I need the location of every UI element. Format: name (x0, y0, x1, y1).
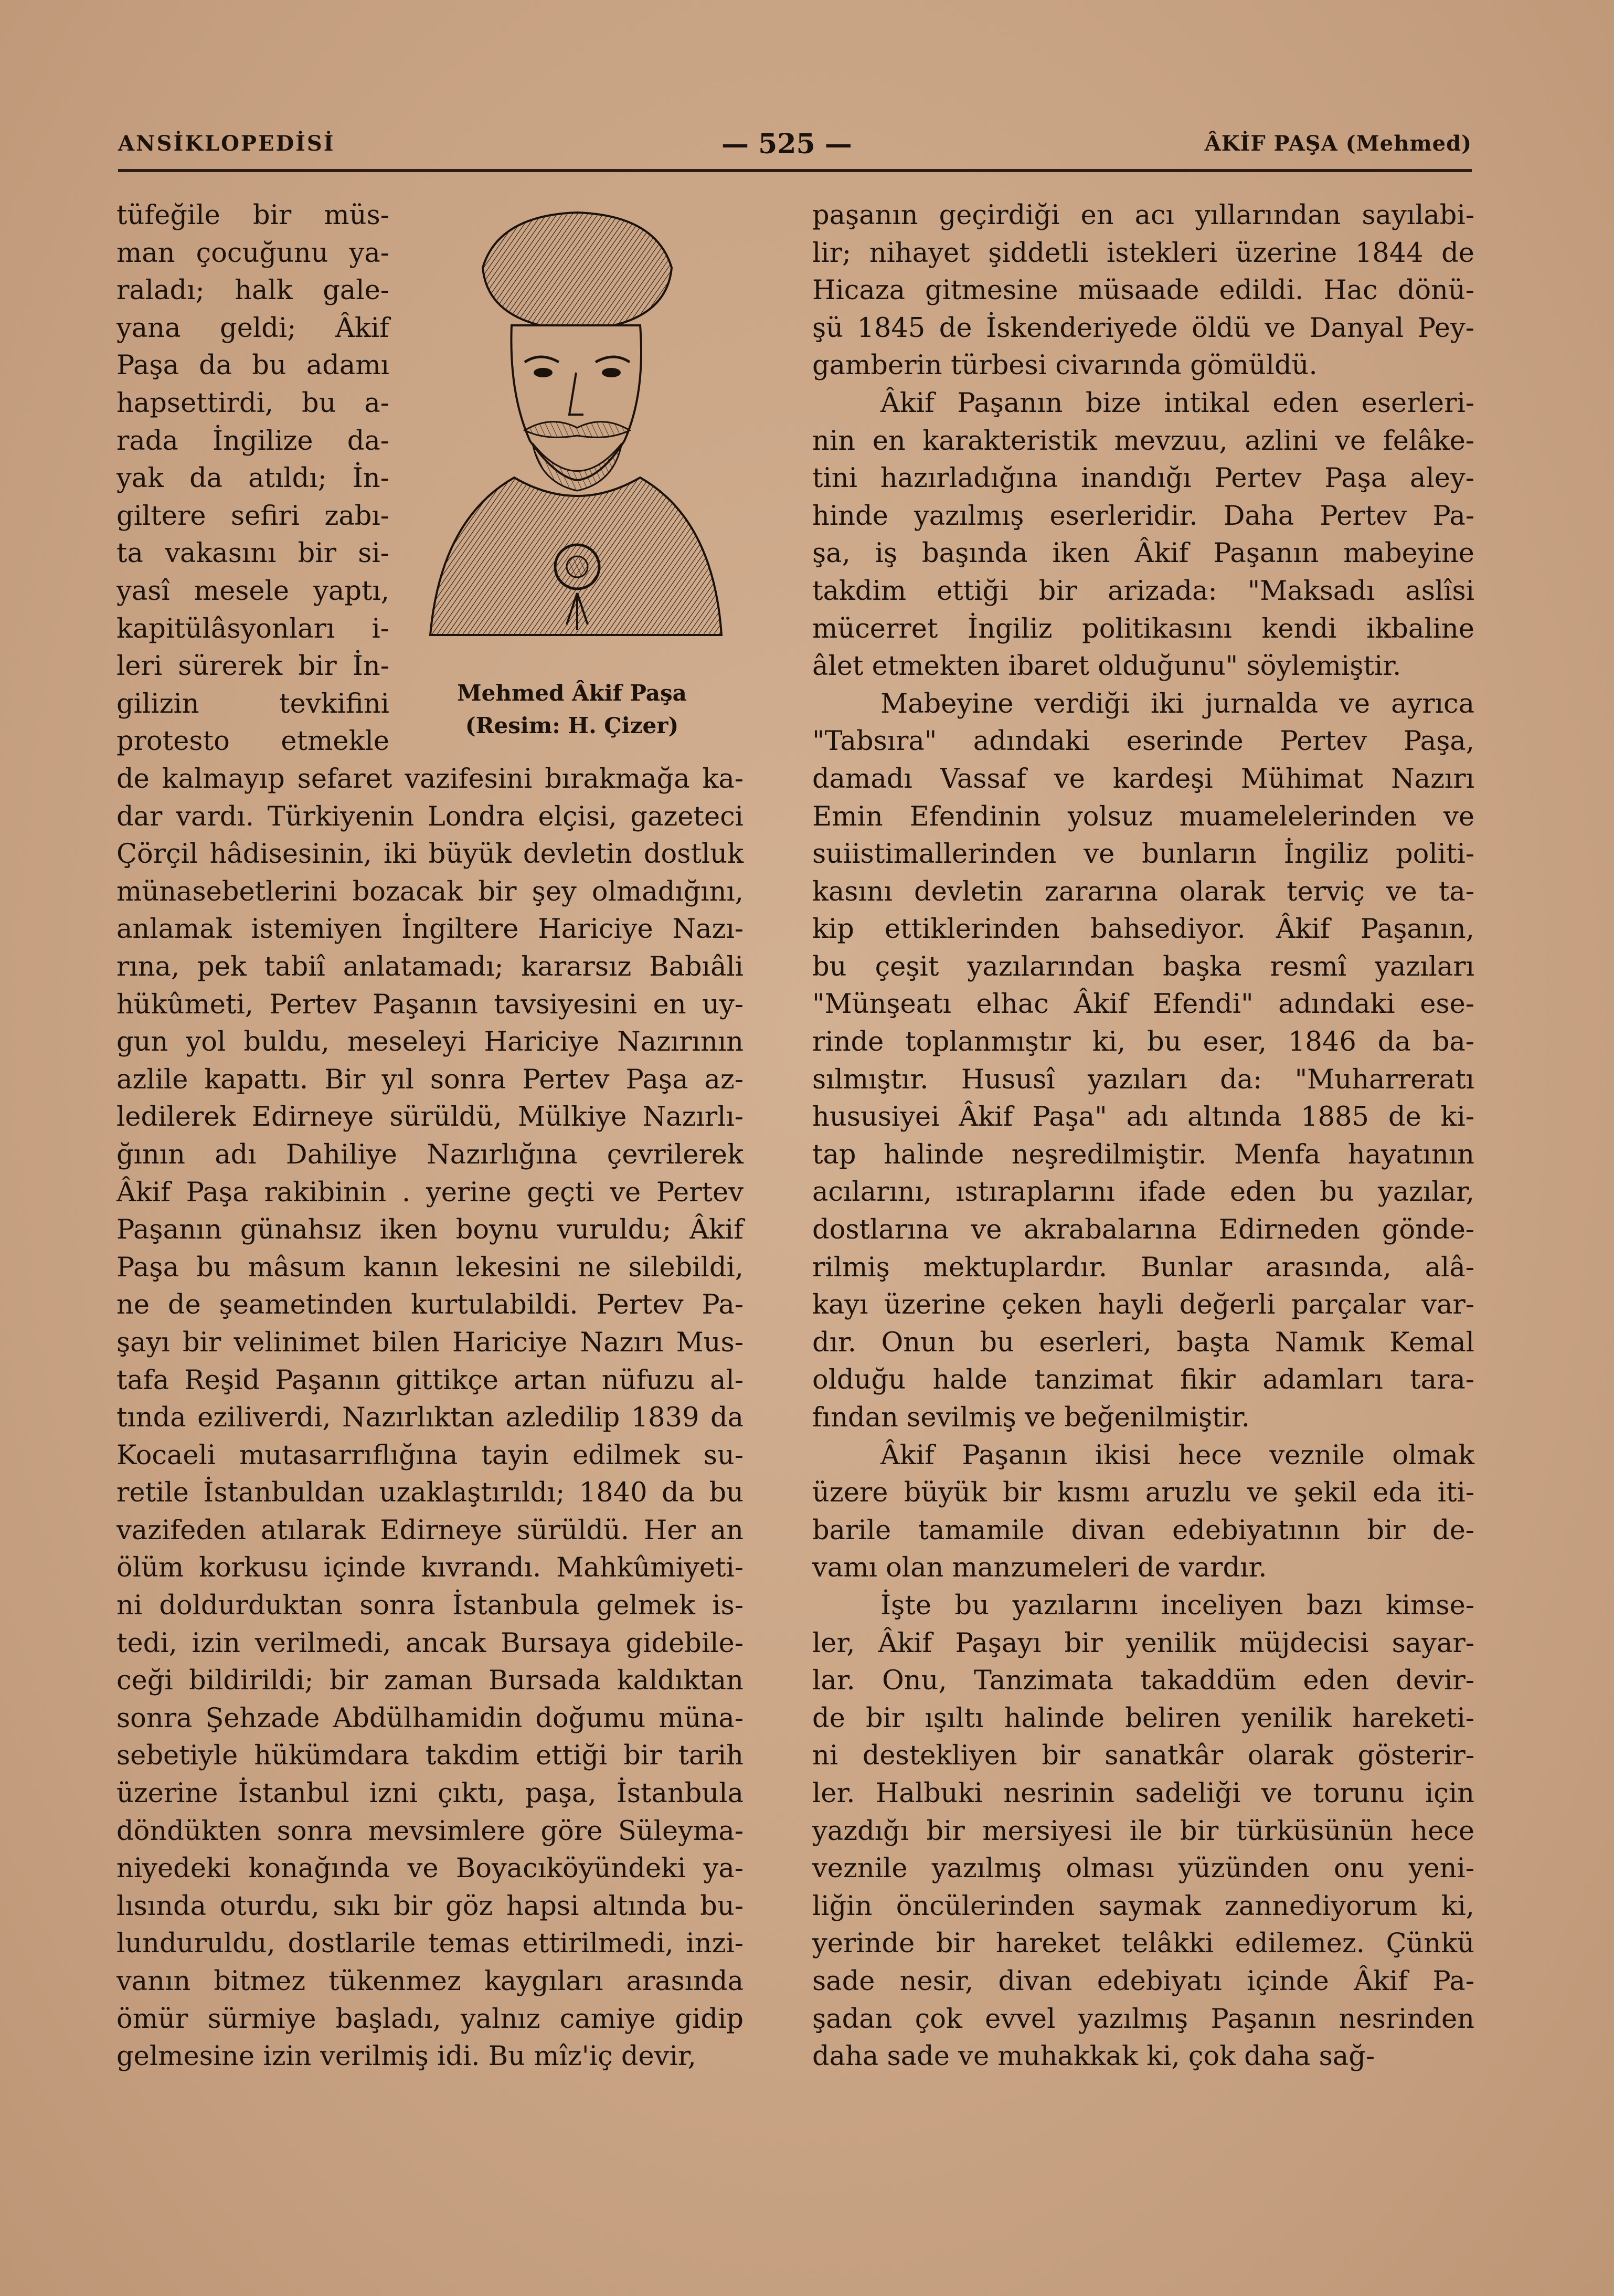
header-entry-title: ÂKİF PAŞA (Mehmed) (1204, 131, 1472, 156)
text-line: de bir ışıltı halinde beliren yenilik hareketi- (812, 1702, 1474, 1734)
text-line: retile İstanbuldan uzaklaştırıldı; 1840 da bu (116, 1477, 744, 1509)
text-line: hinde yazılmış eserleridir. Daha Pertev Pa- (812, 500, 1474, 532)
text-line: rada İngilize da- (116, 425, 389, 457)
text-line: kayı üzerine çeken hayli değerli parçalar var- (812, 1289, 1474, 1321)
text-line: anlamak istemiyen İngiltere Hariciye Nazı- (116, 914, 744, 945)
text-line: ledilerek Edirneye sürüldü, Mülkiye Nazırlı- (116, 1102, 744, 1133)
text-line: yak da atıldı; İn- (116, 463, 389, 494)
text-line: Âkif Paşanın bize intikal eden eserleri- (880, 387, 1474, 419)
text-line: Hicaza gitmesine müsaade edildi. Hac dönü- (812, 275, 1474, 306)
portrait-illustration (420, 205, 729, 677)
portrait-caption (415, 677, 729, 742)
text-line: Emin Efendinin yolsuz muamelelerinden ve (812, 801, 1474, 832)
text-line: şa, iş başında iken Âkif Paşanın mabeyine (812, 538, 1474, 569)
text-line: protesto etmekle (116, 726, 389, 757)
text-line: tafa Reşid Paşanın gittikçe artan nüfuzu al- (116, 1364, 744, 1396)
text-line: sılmıştır. Hususî yazıları da: "Muharreratı (812, 1064, 1474, 1095)
text-line: lar. Onu, Tanzimata takaddüm eden devir- (812, 1665, 1474, 1697)
text-line: azlile kapattı. Bir yıl sonra Pertev Paşa az- (116, 1064, 744, 1095)
text-line: gilizin tevkifini (116, 688, 389, 720)
text-line: münasebetlerini bozacak bir şey olmadığını, (116, 876, 744, 907)
text-line: âlet etmekten ibaret olduğunu" söylemiştir. (812, 651, 1401, 682)
text-line: raladı; halk gale- (116, 275, 389, 306)
text-line: şü 1845 de İskenderiyede öldü ve Danyal Pey- (812, 312, 1474, 344)
text-line: rinde toplanmıştır ki, bu eser, 1846 da ba- (812, 1027, 1474, 1058)
text-line: ölüm korkusu içinde kıvrandı. Mahkûmiyeti- (116, 1552, 744, 1584)
text-line: Âkif Paşanın ikisi hece veznile olmak (880, 1440, 1474, 1471)
page-header (118, 128, 1472, 163)
text-line: damadı Vassaf ve kardeşi Mühimat Nazırı (812, 763, 1474, 795)
text-line: hapsettirdi, bu a- (116, 387, 389, 419)
text-line: İşte bu yazılarını inceliyen bazı kimse- (880, 1590, 1474, 1621)
left-column-narrow-text (116, 197, 389, 760)
text-line: vanın bitmez tükenmez kaygıları arasında (116, 1966, 744, 1997)
text-line: veznile yazılmış olması yüzünden onu yeni- (812, 1853, 1474, 1885)
text-line: Mabeyine verdiği iki jurnalda ve ayrıca (880, 688, 1474, 720)
text-line: tında eziliverdi, Nazırlıktan azledilip 1839 da (116, 1402, 744, 1434)
text-line: ni destekliyen bir sanatkâr olarak gösterir- (812, 1740, 1474, 1772)
text-line: dar vardı. Türkiyenin Londra elçisi, gazeteci (116, 801, 744, 832)
header-encyclopedia-title: ANSİKLOPEDİSİ (118, 131, 335, 156)
text-line: man çocuğunu ya- (116, 237, 389, 269)
header-rule (118, 169, 1472, 172)
text-line: gun yol buldu, meseleyi Hariciye Nazırının (116, 1027, 744, 1058)
text-line: rilmiş mektuplardır. Bunlar arasında, alâ- (812, 1252, 1474, 1283)
text-line: Paşa bu mâsum kanın lekesini ne silebildi, (116, 1252, 744, 1283)
text-line: nin en karakteristik mevzuu, azlini ve felâke- (812, 425, 1474, 457)
text-line: ni doldurduktan sonra İstanbula gelmek is- (116, 1590, 744, 1622)
text-line: kapitülâsyonları i- (116, 613, 389, 644)
left-column-text (116, 760, 744, 2076)
text-line: Paşanın günahsız iken boynu vuruldu; Âkif (116, 1214, 744, 1246)
right-column-text (812, 197, 1474, 2076)
text-line: niyedeki konağında ve Boyacıköyündeki ya- (116, 1853, 744, 1885)
text-line: leri sürerek bir İn- (116, 651, 389, 682)
text-line: "Münşeatı elhac Âkif Efendi" adındaki ese- (812, 989, 1474, 1020)
text-line: yazdığı bir mersiyesi ile bir türküsünün hece (812, 1815, 1474, 1847)
text-line: de kalmayıp sefaret vazifesini bırakmağa ka- (116, 764, 744, 795)
text-line: tap halinde neşredilmiştir. Menfa hayatının (812, 1139, 1474, 1170)
text-line: gelmesine izin verilmiş idi. Bu mîz'iç devir, (116, 2041, 696, 2072)
caption-credit: (Resim: H. Çizer) (465, 713, 679, 738)
text-line: dostlarına ve akrabalarına Edirneden gönde- (812, 1214, 1474, 1246)
text-line: döndükten sonra mevsimlere göre Süleyma- (116, 1815, 744, 1847)
text-line: Çörçil hâdisesinin, iki büyük devletin dostluk (116, 839, 744, 870)
text-line: bu çeşit yazılarından başka resmî yazıları (812, 951, 1474, 982)
header-page-number: — 525 — (721, 128, 852, 160)
text-line: tedi, izin verilmedi, ancak Bursaya gidebile- (116, 1627, 744, 1659)
text-line: Âkif Paşa rakibinin . yerine geçti ve Pertev (116, 1177, 744, 1208)
text-line: sade nesir, divan edebiyatı içinde Âkif Pa- (812, 1965, 1474, 1997)
text-line: hususiyei Âkif Paşa" adı altında 1885 de ki- (812, 1102, 1474, 1133)
text-line: üzere büyük bir kısmı aruzlu ve şekil eda iti- (812, 1477, 1474, 1509)
text-line: fından sevilmiş ve beğenilmiştir. (812, 1402, 1250, 1433)
text-line: giltere sefiri zabı- (116, 500, 389, 532)
text-line: ömür sürmiye başladı, yalnız camiye gidip (116, 2003, 744, 2035)
text-line: Paşa da bu adamı (116, 350, 389, 382)
text-line: lunduruldu, dostlarile temas ettirilmedi, inzi- (116, 1928, 744, 1960)
text-line: daha sade ve muhakkak ki, çok daha sağ- (812, 2041, 1375, 2072)
text-line: yasî mesele yaptı, (116, 575, 389, 607)
text-line: suiistimallerinden ve bunların İngiliz politi- (812, 839, 1474, 870)
text-line: dır. Onun bu eserleri, başta Namık Kemal (812, 1327, 1474, 1358)
text-line: sonra Şehzade Abdülhamidin doğumu müna- (116, 1702, 744, 1734)
text-line: ne de şeametinden kurtulabildi. Pertev Pa- (116, 1289, 744, 1321)
text-line: yerinde bir hareket telâkki edilemez. Çünkü (812, 1928, 1474, 1960)
text-line: takdim ettiği bir arizada: "Maksadı aslîsi (812, 575, 1474, 607)
text-line: tüfeğile bir müs- (116, 200, 389, 231)
text-line: barile tamamile divan edebiyatının bir de- (812, 1515, 1474, 1546)
text-line: yana geldi; Âkif (116, 312, 389, 344)
text-line: acılarını, ıstıraplarını ifade eden bu yazılar, (812, 1177, 1474, 1208)
text-line: Kocaeli mutasarrıflığına tayin edilmek su- (116, 1440, 744, 1471)
text-line: ler, Âkif Paşayı bir yenilik müjdecisi sayar- (812, 1627, 1474, 1659)
caption-name: Mehmed Âkif Paşa (457, 680, 687, 706)
text-line: tini hazırladığına inandığı Pertev Paşa aley- (812, 463, 1474, 494)
text-line: olduğu halde tanzimat fikir adamları tara- (812, 1364, 1474, 1396)
text-line: şadan çok evvel yazılmış Paşanın nesrinden (812, 2003, 1474, 2035)
text-line: üzerine İstanbul izni çıktı, paşa, İstanbula (116, 1778, 744, 1810)
text-line: vazifeden atılarak Edirneye sürüldü. Her an (116, 1515, 744, 1546)
text-line: sebetiyle hükümdara takdim ettiği bir tarih (116, 1740, 744, 1772)
text-line: rına, pek tabiî anlatamadı; kararsız Babıâli (116, 951, 744, 982)
text-line: vamı olan manzumeleri de vardır. (812, 1552, 1267, 1584)
text-line: lir; nihayet şiddetli istekleri üzerine 1844 de (812, 237, 1474, 269)
text-line: mücerret İngiliz politikasını kendi ikbaline (812, 613, 1474, 644)
text-line: ğının adı Dahiliye Nazırlığına çevrilerek (116, 1139, 744, 1170)
text-line: ceği bildirildi; bir zaman Bursada kaldıktan (116, 1665, 744, 1697)
text-line: şayı bir velinimet bilen Hariciye Nazırı Mus- (116, 1327, 744, 1358)
text-line: ler. Halbuki nesrinin sadeliği ve torunu için (812, 1777, 1474, 1809)
text-line: gamberin türbesi civarında gömüldü. (812, 350, 1318, 382)
text-line: liğin öncülerinden saymak zannediyorum ki, (812, 1890, 1474, 1922)
text-line: kasını devletin zararına olarak terviç ve ta- (812, 876, 1474, 907)
text-line: kip ettiklerinden bahsediyor. Âkif Paşanın, (812, 914, 1474, 945)
text-line: ta vakasını bir si- (116, 538, 389, 569)
text-line: hükûmeti, Pertev Paşanın tavsiyesini en uy- (116, 989, 744, 1020)
text-line: "Tabsıra" adındaki eserinde Pertev Paşa, (812, 726, 1474, 757)
text-line: paşanın geçirdiği en acı yıllarından sayılabi- (812, 200, 1474, 231)
text-line: lısında oturdu, sıkı bir göz hapsi altında bu- (116, 1890, 744, 1922)
